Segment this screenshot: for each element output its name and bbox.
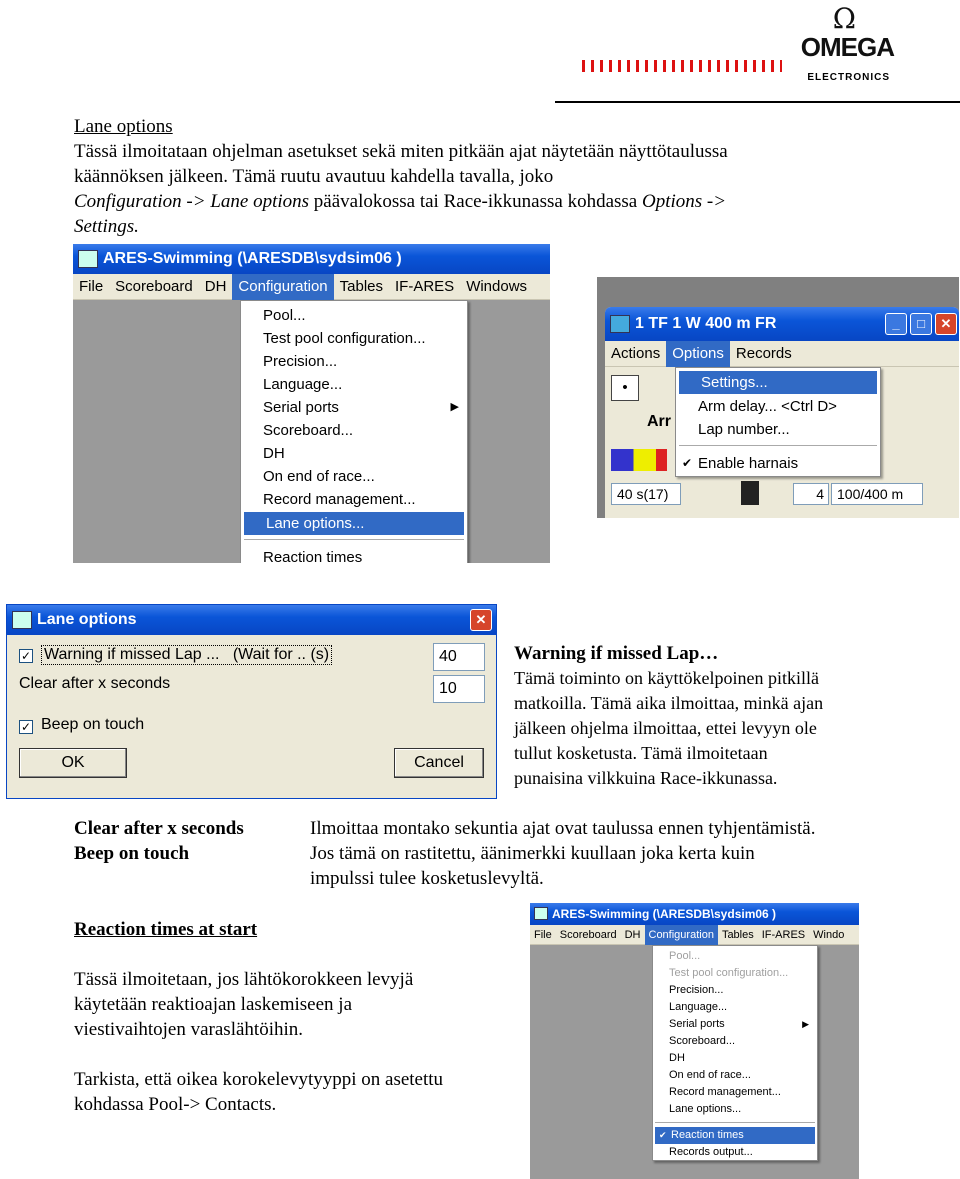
ares-main-window bbox=[73, 244, 550, 563]
menu-separator bbox=[679, 445, 877, 446]
menu-item-record-management[interactable]: Record management... bbox=[669, 1086, 781, 1098]
dialog-title: Lane options bbox=[37, 611, 137, 628]
menu-item-precision[interactable]: Precision... bbox=[669, 984, 724, 996]
menu-dh[interactable]: DH bbox=[204, 278, 227, 295]
reaction-text: kohdassa Pool-> Contacts. bbox=[74, 1094, 277, 1115]
menu-scoreboard[interactable]: Scoreboard bbox=[559, 929, 617, 941]
small-dropdown bbox=[652, 945, 818, 1161]
menu-item-end-of-race[interactable]: On end of race... bbox=[669, 1069, 751, 1081]
warning-desc-line: punaisina vilkkuina Race-ikkunassa. bbox=[514, 768, 778, 788]
menu-item-language[interactable]: Language... bbox=[263, 376, 343, 393]
menu-item-scoreboard[interactable]: Scoreboard... bbox=[669, 1035, 736, 1047]
check-icon: ✔ bbox=[682, 456, 693, 470]
menu-records[interactable]: Records bbox=[735, 345, 792, 362]
menu-item-dh[interactable]: DH bbox=[263, 445, 285, 462]
warning-checkbox[interactable]: ✓ bbox=[20, 649, 32, 663]
warning-desc-line: matkoilla. Tämä aika ilmoittaa, minkä ajan bbox=[514, 693, 824, 713]
small-window-title: ARES-Swimming (\ARESDB\sydsim06 ) bbox=[552, 907, 777, 921]
menu-configuration[interactable]: Configuration bbox=[645, 925, 718, 945]
menu-dh[interactable]: DH bbox=[624, 929, 641, 941]
ok-button[interactable]: OK bbox=[19, 748, 127, 778]
menu-item-end-of-race[interactable]: On end of race... bbox=[263, 468, 375, 485]
menu-file[interactable]: File bbox=[534, 929, 552, 941]
intro-line: Settings. bbox=[74, 216, 139, 237]
menu-item-serial-ports[interactable]: Serial ports ▶ bbox=[653, 1016, 817, 1033]
menu-if-ares[interactable]: IF-ARES bbox=[761, 929, 806, 941]
menu-item-pool[interactable]: Pool... bbox=[669, 950, 701, 962]
minimize-icon[interactable]: _ bbox=[885, 313, 907, 335]
race-window bbox=[605, 307, 959, 518]
menu-if-ares[interactable]: IF-ARES bbox=[395, 278, 455, 295]
race-title: 1 TF 1 W 400 m FR bbox=[635, 315, 777, 332]
menu-item-lane-options[interactable]: Lane options... bbox=[669, 1103, 742, 1115]
beep-label: Beep on touch bbox=[41, 716, 145, 733]
menu-item-enable-harnais[interactable]: ✔ Enable harnais bbox=[676, 452, 880, 475]
race-icon bbox=[610, 315, 630, 333]
menu-tables[interactable]: Tables bbox=[721, 929, 754, 941]
distance-field[interactable]: 100/400 m bbox=[831, 483, 923, 505]
warning-label: Warning if missed Lap ... (Wait for .. (s) bbox=[41, 645, 332, 665]
app-icon bbox=[534, 907, 548, 920]
warning-heading: Warning if missed Lap… bbox=[514, 643, 719, 664]
small-titlebar bbox=[530, 903, 859, 925]
menu-item-arm-delay[interactable]: Arm delay... <Ctrl D> bbox=[698, 398, 837, 415]
logo-stripes bbox=[582, 60, 782, 72]
menu-item-test-pool[interactable]: Test pool configuration... bbox=[669, 967, 789, 979]
reaction-text: käytetään reaktioajan laskemiseen ja bbox=[74, 994, 353, 1015]
menu-separator bbox=[655, 1122, 815, 1123]
maximize-icon[interactable]: □ bbox=[910, 313, 932, 335]
menu-item-settings[interactable]: Settings... bbox=[679, 371, 877, 394]
lap-time-field[interactable]: 40 s(17) bbox=[611, 483, 681, 505]
omega-logo bbox=[582, 2, 898, 92]
menu-configuration[interactable]: Configuration bbox=[232, 274, 333, 300]
dialog-titlebar bbox=[7, 605, 496, 635]
race-menubar bbox=[605, 341, 959, 367]
menu-item-dh[interactable]: DH bbox=[669, 1052, 685, 1064]
race-titlebar bbox=[605, 307, 959, 341]
menu-options[interactable]: Options bbox=[666, 341, 730, 367]
window-title: ARES-Swimming (\ARESDB\sydsim06 ) bbox=[103, 250, 402, 267]
warning-desc-line: jälkeen ohjelma ilmoittaa, ettei levyyn ole bbox=[514, 718, 817, 738]
menu-tables[interactable]: Tables bbox=[339, 278, 383, 295]
menu-item-serial-ports[interactable]: Serial ports ▶ bbox=[241, 396, 467, 419]
warning-desc-line: tullut kosketusta. Tämä ilmoitetaan bbox=[514, 743, 768, 763]
beep-desc: Jos tämä on rastitettu, äänimerkki kuullaan joka kerta kuin bbox=[310, 843, 755, 864]
reaction-text: Tässä ilmoitetaan, jos lähtökorokkeen levyjä bbox=[74, 969, 414, 990]
ares-small-window bbox=[530, 903, 859, 1179]
clear-seconds-input[interactable]: 10 bbox=[433, 675, 485, 703]
logo-brand: OMEGA bbox=[800, 32, 894, 62]
harness-icon bbox=[611, 449, 667, 471]
section-heading: Lane options bbox=[74, 116, 173, 137]
menu-item-record-management[interactable]: Record management... bbox=[263, 491, 416, 508]
small-menubar bbox=[530, 925, 859, 945]
menu-item-reaction-times[interactable]: Reaction times bbox=[263, 549, 363, 563]
submenu-arrow-icon: ▶ bbox=[450, 401, 459, 413]
cancel-button[interactable]: Cancel bbox=[394, 748, 484, 778]
menu-scoreboard[interactable]: Scoreboard bbox=[115, 278, 193, 295]
close-icon[interactable]: ✕ bbox=[935, 313, 957, 335]
reaction-heading: Reaction times at start bbox=[74, 919, 258, 940]
dialog-icon bbox=[12, 611, 32, 629]
clear-desc: Ilmoittaa montako sekuntia ajat ovat taulussa ennen tyhjentämistä. bbox=[310, 818, 816, 839]
logo-sub: ELECTRONICS bbox=[807, 72, 890, 83]
intro-line: käännöksen jälkeen. Tämä ruutu avautuu kahdella tavalla, joko bbox=[74, 166, 554, 187]
app-icon bbox=[78, 250, 98, 268]
reaction-text: Tarkista, että oikea korokelevytyyppi on asetettu bbox=[74, 1069, 444, 1090]
close-icon[interactable]: ✕ bbox=[470, 609, 492, 631]
arm-text: Arr bbox=[647, 413, 672, 430]
reaction-text: viestivaihtojen varaslähtöihin. bbox=[74, 1019, 304, 1040]
menu-windows[interactable]: Windo bbox=[813, 929, 845, 941]
menu-windows[interactable]: Windows bbox=[466, 278, 528, 295]
race-dot-button[interactable]: • bbox=[611, 375, 639, 401]
menu-file[interactable]: File bbox=[79, 278, 104, 295]
menu-item-test-pool[interactable]: Test pool configuration... bbox=[263, 330, 426, 347]
window-titlebar bbox=[73, 244, 550, 274]
menu-item-language[interactable]: Language... bbox=[669, 1001, 728, 1013]
menu-item-records-output[interactable]: Records output... bbox=[669, 1146, 753, 1158]
header-rule bbox=[555, 101, 960, 103]
menu-item-scoreboard[interactable]: Scoreboard... bbox=[263, 422, 354, 439]
race-window-frame bbox=[597, 277, 959, 518]
intro-line: Configuration -> Lane options päävalokossa tai Race-ikkunassa kohdassa Options -> bbox=[74, 191, 727, 212]
menubar bbox=[73, 274, 550, 300]
lap-count-field[interactable]: 4 bbox=[793, 483, 829, 505]
menu-item-lane-options[interactable]: Lane options... bbox=[244, 512, 464, 535]
beep-term: Beep on touch bbox=[74, 843, 190, 864]
submenu-arrow-icon: ▶ bbox=[802, 1019, 809, 1029]
menu-item-pool[interactable]: Pool... bbox=[263, 307, 306, 324]
menu-item-lap-number[interactable]: Lap number... bbox=[698, 421, 790, 438]
beep-checkbox[interactable]: ✓ bbox=[20, 720, 32, 734]
configuration-dropdown bbox=[240, 300, 468, 563]
clear-label: Clear after x seconds bbox=[19, 675, 171, 692]
beep-desc: impulssi tulee kosketuslevyltä. bbox=[310, 868, 544, 889]
lane-options-dialog bbox=[6, 604, 497, 799]
menu-actions[interactable]: Actions bbox=[611, 345, 661, 362]
menu-item-reaction-times[interactable]: ✔ Reaction times bbox=[655, 1127, 815, 1144]
warning-seconds-input[interactable]: 40 bbox=[433, 643, 485, 671]
clear-term: Clear after x seconds bbox=[74, 818, 244, 839]
swimmer-icon bbox=[741, 481, 759, 505]
menu-separator bbox=[244, 539, 464, 540]
menu-item-precision[interactable]: Precision... bbox=[263, 353, 338, 370]
warning-desc-line: Tämä toiminto on käyttökelpoinen pitkillä bbox=[514, 668, 819, 688]
omega-symbol-icon: Ω bbox=[832, 2, 856, 35]
check-icon: ✔ bbox=[659, 1130, 667, 1140]
intro-line: Tässä ilmoitataan ohjelman asetukset sekä miten pitkään ajat näytetään näyttötaulussa bbox=[74, 141, 728, 162]
options-dropdown bbox=[675, 367, 881, 477]
